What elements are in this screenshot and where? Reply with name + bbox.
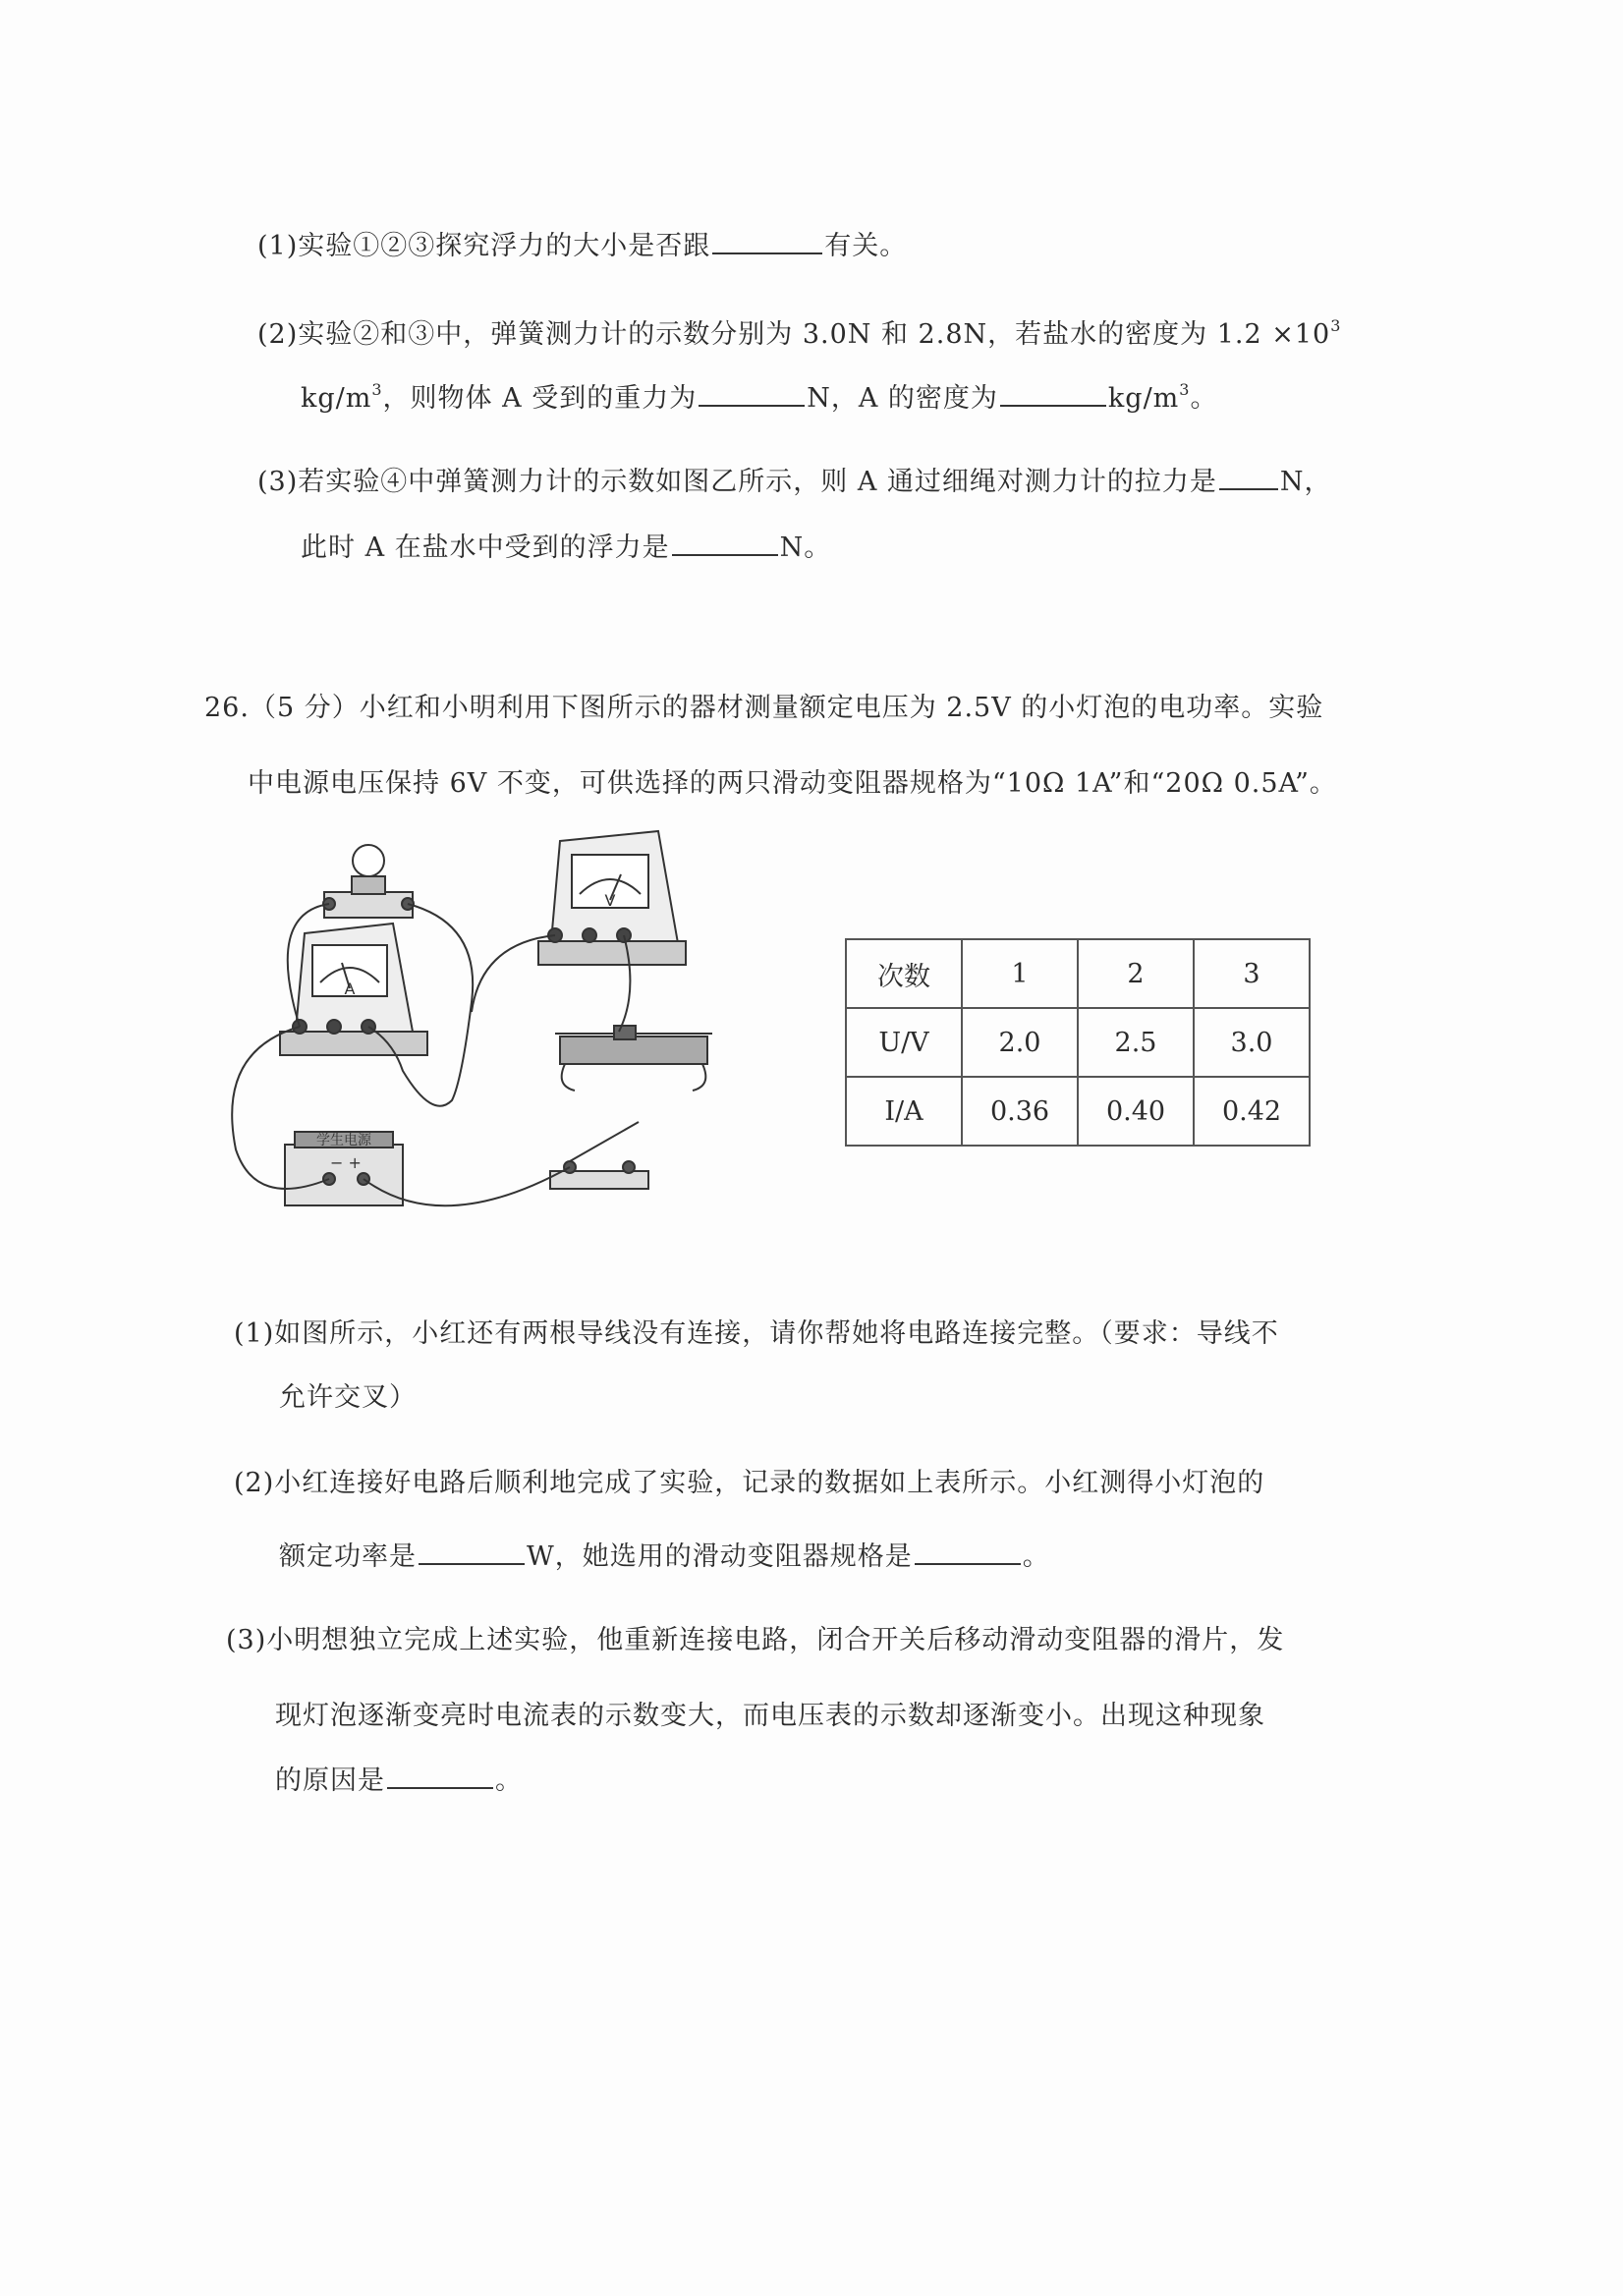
q25-part1: (1)实验①②③探究浮力的大小是否跟 有关。 — [257, 231, 908, 261]
answer-blank[interactable] — [387, 1764, 493, 1789]
q26-part1-line2: 允许交叉） — [279, 1382, 417, 1413]
q25-part2-line1: (2)实验②和③中，弹簧测力计的示数分别为 3.0N 和 2.8N，若盐水的密度为 $1.2 \times 10^3$ — [257, 316, 1342, 350]
power-supply-terminals: − + — [330, 1153, 362, 1172]
measurement-table — [845, 938, 1311, 1147]
voltmeter-mark: V — [604, 891, 616, 910]
q26-part3-line1: (3)小明想独立完成上述实验，他重新连接电路，闭合开关后移动滑动变阻器的滑片，发 — [226, 1625, 1285, 1655]
answer-blank[interactable] — [1000, 381, 1106, 407]
table-cell: 1 — [962, 939, 1078, 1008]
answer-blank[interactable] — [699, 381, 805, 407]
circuit-apparatus-figure — [226, 825, 796, 1248]
table-cell: 0.40 — [1078, 1077, 1194, 1146]
ammeter-mark: A — [344, 980, 356, 998]
q26-part2-line1: (2)小红连接好电路后顺利地完成了实验，记录的数据如上表所示。小红测得小灯泡的 — [234, 1468, 1265, 1498]
answer-blank[interactable] — [915, 1540, 1021, 1565]
answer-blank[interactable] — [419, 1540, 525, 1565]
light-bulb — [323, 845, 414, 918]
table-cell: I/A — [846, 1077, 962, 1146]
q26-part3-line3: 的原因是 。 — [275, 1765, 523, 1796]
q26-part3-line2: 现灯泡逐渐变亮时电流表的示数变大，而电压表的示数却逐渐变小。出现这种现象 — [275, 1701, 1265, 1731]
q26-intro-line2: 中电源电压保持 6V 不变，可供选择的两只滑动变阻器规格为“10Ω 1A”和“20Ω 0.5A”。 — [248, 768, 1337, 799]
q26-part2-line2: 额定功率是 W，她选用的滑动变阻器规格是 。 — [279, 1541, 1050, 1572]
answer-blank[interactable] — [1219, 465, 1278, 490]
table-row — [846, 1077, 1310, 1146]
table-row — [846, 1008, 1310, 1077]
answer-blank[interactable] — [712, 229, 822, 254]
q25-part2-line2: $kg/m^3$，则物体 A 受到的重力为 N，A 的密度为 $kg/m^3$。 — [301, 380, 1218, 414]
q25-part3-line2: 此时 A 在盐水中受到的浮力是 N。 — [301, 532, 832, 563]
table-cell: U/V — [846, 1008, 962, 1077]
table-cell: 0.42 — [1194, 1077, 1310, 1146]
q25-part3-line1: (3)若实验④中弹簧测力计的示数如图乙所示，则 A 通过细绳对测力计的拉力是 N， — [257, 467, 1332, 497]
answer-blank[interactable] — [672, 531, 778, 556]
table-cell: 0.36 — [962, 1077, 1078, 1146]
rheostat — [555, 1026, 712, 1091]
table-cell: 2 — [1078, 939, 1194, 1008]
q26-intro-line1: 26.（5 分）小红和小明利用下图所示的器材测量额定电压为 2.5V 的小灯泡的电功率。实验 — [204, 693, 1324, 723]
table-cell: 2.0 — [962, 1008, 1078, 1077]
table-cell: 3 — [1194, 939, 1310, 1008]
table-row — [846, 939, 1310, 1008]
power-supply-label: 学生电源 — [316, 1133, 371, 1148]
table-cell: 3.0 — [1194, 1008, 1310, 1077]
q26-part1-line1: (1)如图所示，小红还有两根导线没有连接，请你帮她将电路连接完整。（要求：导线不 — [234, 1318, 1279, 1349]
table-cell: 2.5 — [1078, 1008, 1194, 1077]
table-cell: 次数 — [846, 939, 962, 1008]
switch — [550, 1122, 648, 1189]
